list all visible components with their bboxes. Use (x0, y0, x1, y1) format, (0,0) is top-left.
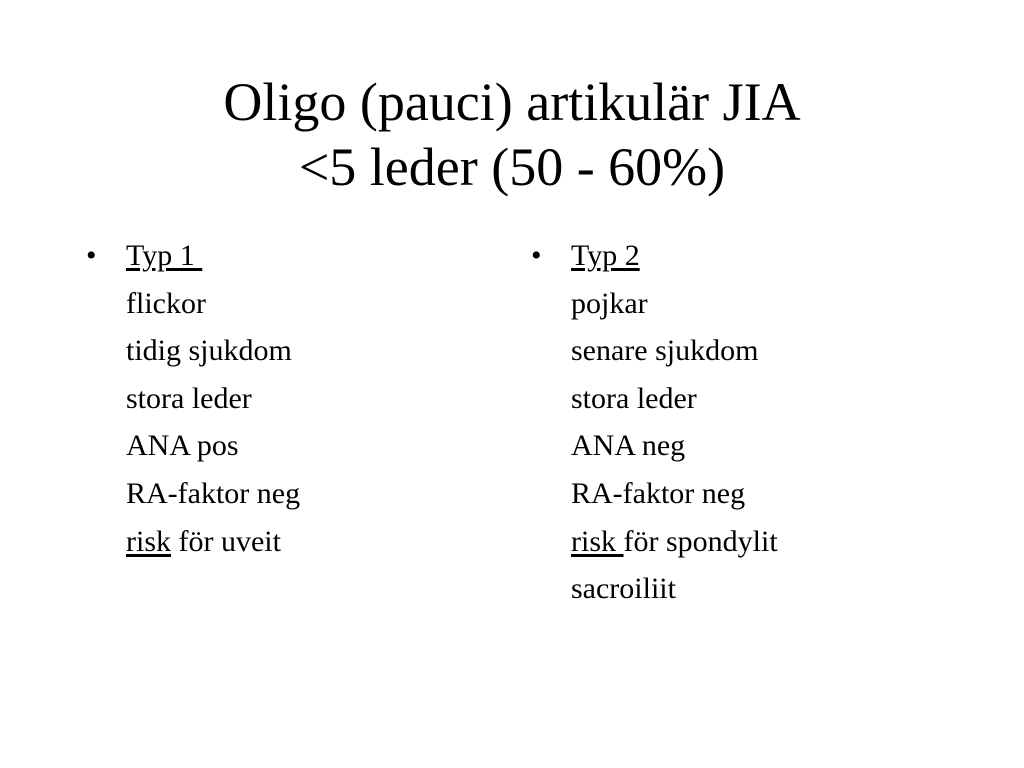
right-line: RA-faktor neg (571, 476, 746, 510)
bullet-icon: • (86, 239, 97, 272)
left-bullet-list (126, 232, 486, 565)
right-bullet-list (571, 232, 971, 613)
slide-title-line-2: <5 leder (50 - 60%) (298, 137, 726, 197)
right-extra-line: sacroiliit (571, 572, 676, 606)
left-column (86, 232, 486, 565)
right-risk-rest: för spondylit (623, 524, 778, 558)
left-line: stora leder (126, 381, 252, 415)
right-heading: Typ 2 (571, 239, 640, 272)
left-line: ANA pos (126, 429, 239, 463)
right-column (531, 232, 971, 613)
left-risk-word: risk (126, 524, 171, 558)
slide-title (0, 70, 1024, 200)
left-line: flickor (126, 286, 206, 320)
bullet-icon: • (531, 239, 542, 272)
right-line: pojkar (571, 286, 648, 320)
right-line: stora leder (571, 381, 697, 415)
left-line: RA-faktor neg (126, 476, 301, 510)
left-risk-rest: för uveit (171, 524, 281, 558)
right-risk-line (571, 518, 971, 566)
right-line: ANA neg (571, 429, 686, 463)
slide-title-line-1: Oligo (pauci) artikulär JIA (223, 72, 801, 132)
left-heading: Typ 1 (126, 239, 203, 272)
right-line: senare sjukdom (571, 334, 759, 368)
left-risk-line (126, 518, 486, 566)
right-risk-word: risk (571, 524, 624, 558)
left-line: tidig sjukdom (126, 334, 292, 368)
